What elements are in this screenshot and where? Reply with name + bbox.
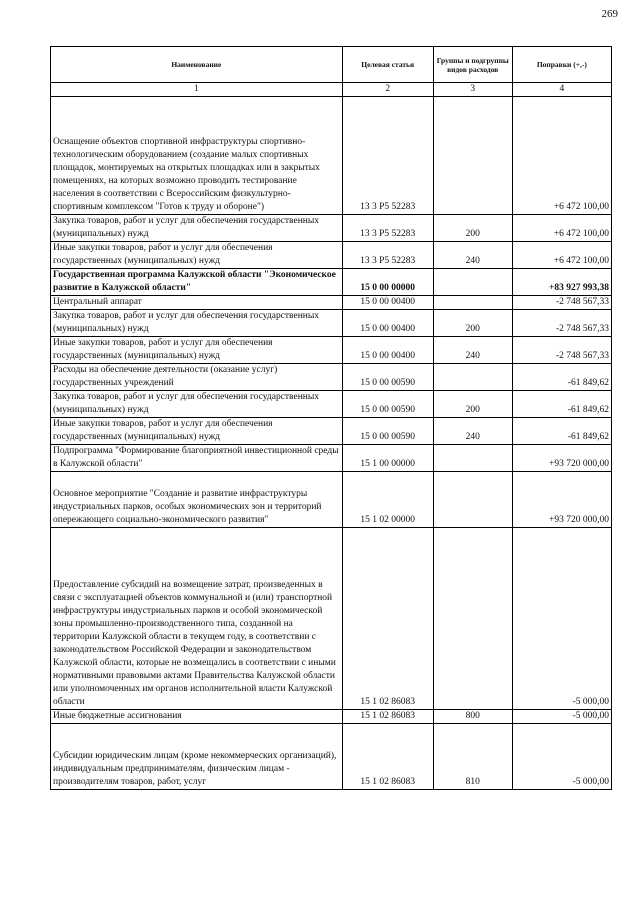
row-target-article: 15 0 00 00590	[342, 391, 433, 418]
row-amendment-amount: -2 748 567,33	[512, 296, 611, 310]
row-target-article: 15 1 02 86083	[342, 528, 433, 710]
row-name: Субсидии юридическим лицам (кроме некоммерческих организаций), индивидуальным предпринимателям, физическим лицам - производителям товаров, работ, услуг	[51, 724, 343, 790]
row-expense-group: 200	[433, 215, 512, 242]
row-amendment-amount: +6 472 100,00	[512, 97, 611, 215]
table-row	[51, 445, 612, 472]
column-number: 1	[51, 83, 343, 97]
row-name: Закупка товаров, работ и услуг для обеспечения государственных (муниципальных) нужд	[51, 310, 343, 337]
row-target-article: 13 3 P5 52283	[342, 215, 433, 242]
row-name: Закупка товаров, работ и услуг для обеспечения государственных (муниципальных) нужд	[51, 215, 343, 242]
budget-amendments-table	[50, 46, 612, 790]
row-amendment-amount: -61 849,62	[512, 418, 611, 445]
row-name: Иные закупки товаров, работ и услуг для обеспечения государственных (муниципальных) нужд	[51, 337, 343, 364]
row-amendment-amount: -5 000,00	[512, 528, 611, 710]
row-amendment-amount: -5 000,00	[512, 710, 611, 724]
row-amendment-amount: +6 472 100,00	[512, 242, 611, 269]
row-amendment-amount: +93 720 000,00	[512, 445, 611, 472]
row-name: Расходы на обеспечение деятельности (оказание услуг) государственных учреждений	[51, 364, 343, 391]
table-row	[51, 710, 612, 724]
row-expense-group: 240	[433, 418, 512, 445]
row-expense-group	[433, 296, 512, 310]
column-number: 4	[512, 83, 611, 97]
table-row	[51, 296, 612, 310]
row-amendment-amount: -2 748 567,33	[512, 310, 611, 337]
table-row	[51, 269, 612, 296]
row-expense-group	[433, 269, 512, 296]
row-name: Предоставление субсидий на возмещение затрат, произведенных в связи с эксплуатацией объектов коммунальной и (или) транспортной инфраструктуры индустриальных парков и особой экономической зоны промышленно-производственного типа, созданной на территории Калужской области в текущем году, в соответствии с законодательством Российской Федерации и законодательством Калужской области, которые не возмещались в соответствии с иными нормативными правовыми актами Правительства Калужской области или уполномоченных им органов исполнительной власти Калужской области	[51, 528, 343, 710]
row-amendment-amount: +83 927 993,38	[512, 269, 611, 296]
row-target-article: 15 0 00 00000	[342, 269, 433, 296]
row-target-article: 15 0 00 00400	[342, 337, 433, 364]
row-expense-group: 800	[433, 710, 512, 724]
row-target-article: 15 1 00 00000	[342, 445, 433, 472]
row-expense-group: 240	[433, 242, 512, 269]
row-name: Иные закупки товаров, работ и услуг для обеспечения государственных (муниципальных) нужд	[51, 242, 343, 269]
row-target-article: 15 0 00 00590	[342, 418, 433, 445]
row-target-article: 15 0 00 00400	[342, 296, 433, 310]
header-amendments: Поправки (+,-)	[512, 47, 611, 83]
table-row	[51, 418, 612, 445]
table-row	[51, 364, 612, 391]
table-row	[51, 472, 612, 528]
row-target-article: 15 1 02 86083	[342, 724, 433, 790]
row-target-article: 15 0 00 00590	[342, 364, 433, 391]
table-row	[51, 215, 612, 242]
row-name: Подпрограмма "Формирование благоприятной инвестиционной среды в Калужской области"	[51, 445, 343, 472]
table-row	[51, 242, 612, 269]
row-amendment-amount: -61 849,62	[512, 391, 611, 418]
row-target-article: 15 1 02 00000	[342, 472, 433, 528]
row-expense-group: 200	[433, 391, 512, 418]
row-expense-group	[433, 364, 512, 391]
row-name: Основное мероприятие "Создание и развитие инфраструктуры индустриальных парков, особых экономических зон и территорий опережающего социально-экономического развития"	[51, 472, 343, 528]
table-row	[51, 97, 612, 215]
row-expense-group: 200	[433, 310, 512, 337]
row-expense-group	[433, 528, 512, 710]
header-target-article: Целевая статья	[342, 47, 433, 83]
row-target-article: 15 0 00 00400	[342, 310, 433, 337]
table-row	[51, 310, 612, 337]
row-name: Оснащение объектов спортивной инфраструктуры спортивно-технологическим оборудованием (создание малых спортивных площадок, монтируемых на открытых площадках или в закрытых помещениях, на которых возможно проводить тестирование населения в соответствии с Всероссийским физкультурно-спортивным комплексом "Готов к труду и обороне")	[51, 97, 343, 215]
row-target-article: 13 3 P5 52283	[342, 242, 433, 269]
row-name: Иные закупки товаров, работ и услуг для обеспечения государственных (муниципальных) нужд	[51, 418, 343, 445]
row-expense-group: 240	[433, 337, 512, 364]
column-number-row	[51, 83, 612, 97]
page-number: 269	[601, 8, 618, 20]
header-expense-groups: Группы и подгруппы видов расходов	[433, 47, 512, 83]
row-amendment-amount: +93 720 000,00	[512, 472, 611, 528]
row-amendment-amount: +6 472 100,00	[512, 215, 611, 242]
row-name: Государственная программа Калужской области "Экономическое развитие в Калужской области"	[51, 269, 343, 296]
table-row	[51, 724, 612, 790]
row-expense-group: 810	[433, 724, 512, 790]
table-body	[51, 97, 612, 790]
column-number: 3	[433, 83, 512, 97]
table-row	[51, 528, 612, 710]
table-header-row	[51, 47, 612, 83]
row-expense-group	[433, 445, 512, 472]
row-amendment-amount: -2 748 567,33	[512, 337, 611, 364]
row-target-article: 15 1 02 86083	[342, 710, 433, 724]
row-amendment-amount: -61 849,62	[512, 364, 611, 391]
row-amendment-amount: -5 000,00	[512, 724, 611, 790]
table-row	[51, 391, 612, 418]
column-number: 2	[342, 83, 433, 97]
row-name: Иные бюджетные ассигнования	[51, 710, 343, 724]
header-name: Наименование	[51, 47, 343, 83]
row-name: Закупка товаров, работ и услуг для обеспечения государственных (муниципальных) нужд	[51, 391, 343, 418]
table-row	[51, 337, 612, 364]
row-target-article: 13 3 P5 52283	[342, 97, 433, 215]
row-name: Центральный аппарат	[51, 296, 343, 310]
row-expense-group	[433, 97, 512, 215]
row-expense-group	[433, 472, 512, 528]
